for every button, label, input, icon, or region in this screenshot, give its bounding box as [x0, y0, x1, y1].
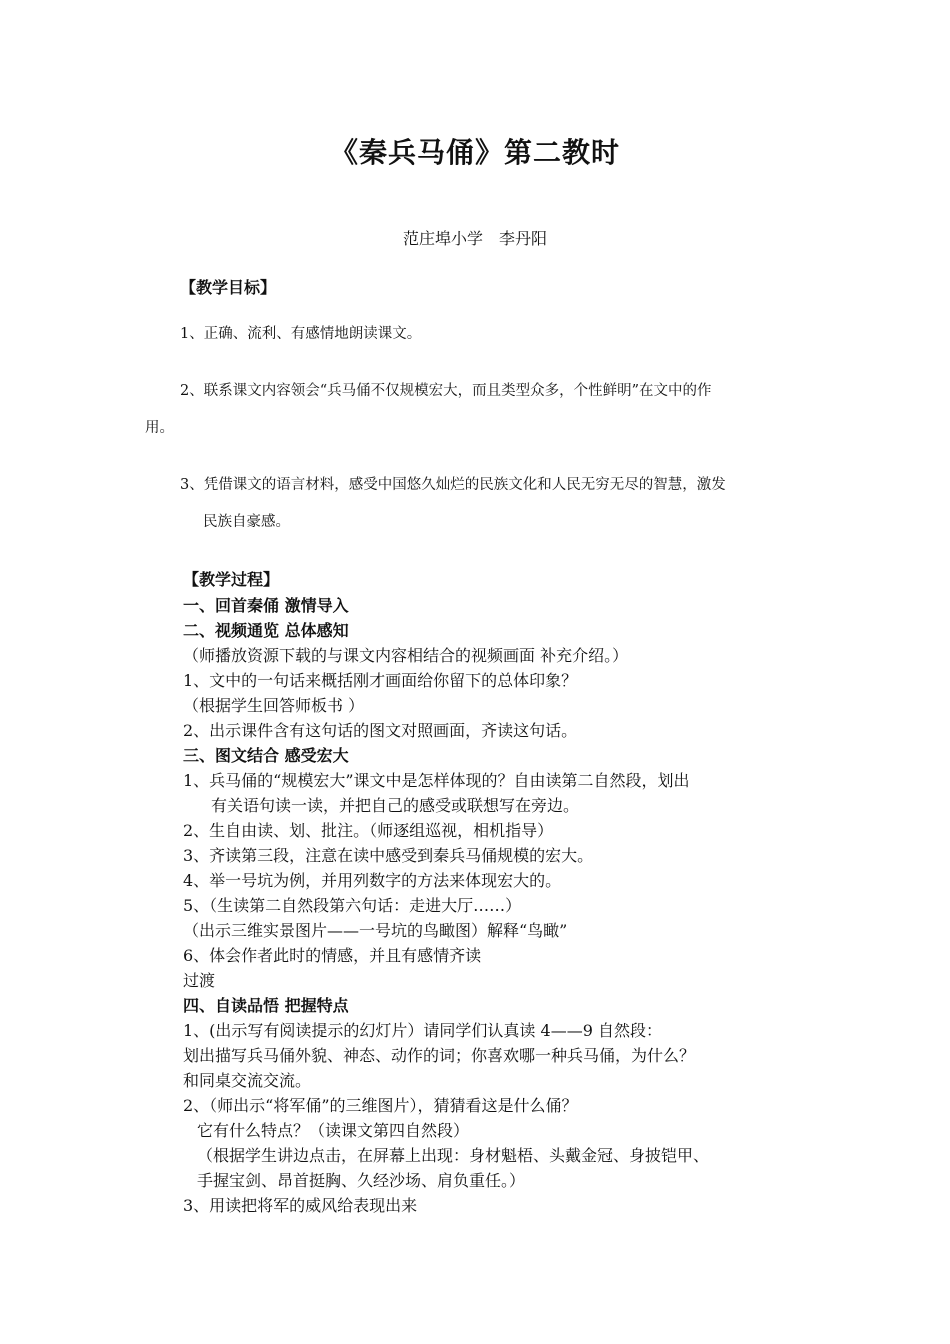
process-line: 1、兵马俑的“规模宏大”课文中是怎样体现的？自由读第二自然段，划出 — [183, 771, 690, 790]
goals-heading: 【教学目标】 — [180, 278, 277, 297]
process-line: 2、出示课件含有这句话的图文对照画面，齐读这句话。 — [183, 721, 578, 740]
goal-item-2: 2、联系课文内容领会“兵马俑不仅规模宏大，而且类型众多，个性鲜明”在文中的作 — [180, 383, 712, 399]
process-line: 2、（师出示“将军俑”的三维图片），猜猜看这是什么俑？ — [183, 1096, 578, 1115]
process-line: 手握宝剑、昂首挺胸、久经沙场、肩负重任。） — [197, 1171, 526, 1190]
process-line: 4、举一号坑为例，并用列数字的方法来体现宏大的。 — [183, 871, 562, 890]
goal-item-1: 1、正确、流利、有感情地朗读课文。 — [180, 326, 422, 342]
process-line: 6、体会作者此时的情感，并且有感情齐读 — [183, 946, 482, 965]
goal-item-3-cont: 民族自豪感。 — [203, 514, 290, 530]
section-1-heading: 一、回首秦俑 激情导入 — [183, 596, 349, 615]
process-line: 它有什么特点？（读课文第四自然段） — [197, 1121, 470, 1140]
process-line: （出示三维实景图片——一号坑的鸟瞰图）解释“鸟瞰” — [183, 921, 568, 940]
process-line: 和同桌交流交流。 — [183, 1071, 312, 1090]
goal-item-2-cont: 用。 — [145, 420, 174, 436]
process-line: 过渡 — [183, 971, 216, 990]
process-line: 1、(出示写有阅读提示的幻灯片）请同学们认真读 4——9 自然段： — [183, 1021, 662, 1040]
process-line: （根据学生回答师板书 ） — [183, 696, 365, 715]
process-line: 2、生自由读、划、批注。（师逐组巡视，相机指导） — [183, 821, 554, 840]
process-heading: 【教学过程】 — [183, 570, 280, 589]
section-4-heading: 四、自读品悟 把握特点 — [183, 996, 349, 1015]
section-3-heading: 三、图文结合 感受宏大 — [183, 746, 349, 765]
process-line: 3、用读把将军的威风给表现出来 — [183, 1196, 418, 1215]
process-line: （根据学生讲边点击，在屏幕上出现：身材魁梧、头戴金冠、身披铠甲、 — [197, 1146, 710, 1165]
goal-item-3: 3、凭借课文的语言材料，感受中国悠久灿烂的民族文化和人民无穷无尽的智慧，激发 — [180, 477, 726, 493]
process-line: 1、文中的一句话来概括刚才画面给你留下的总体印象？ — [183, 671, 578, 690]
process-line: 有关语句读一读，并把自己的感受或联想写在旁边。 — [211, 796, 580, 815]
process-line: 5、（生读第二自然段第六句话：走进大厅……） — [183, 896, 522, 915]
process-line: 划出描写兵马俑外貌、神态、动作的词；你喜欢哪一种兵马俑，为什么？ — [183, 1046, 696, 1065]
document-title: 《秦兵马俑》第二教时 — [329, 136, 620, 169]
process-line: （师播放资源下载的与课文内容相结合的视频画面 补充介绍。） — [183, 646, 629, 665]
section-2-heading: 二、视频通览 总体感知 — [183, 621, 349, 640]
process-line: 3、齐读第三段，注意在读中感受到秦兵马俑规模的宏大。 — [183, 846, 594, 865]
author-line: 范庄埠小学 李丹阳 — [402, 229, 547, 248]
